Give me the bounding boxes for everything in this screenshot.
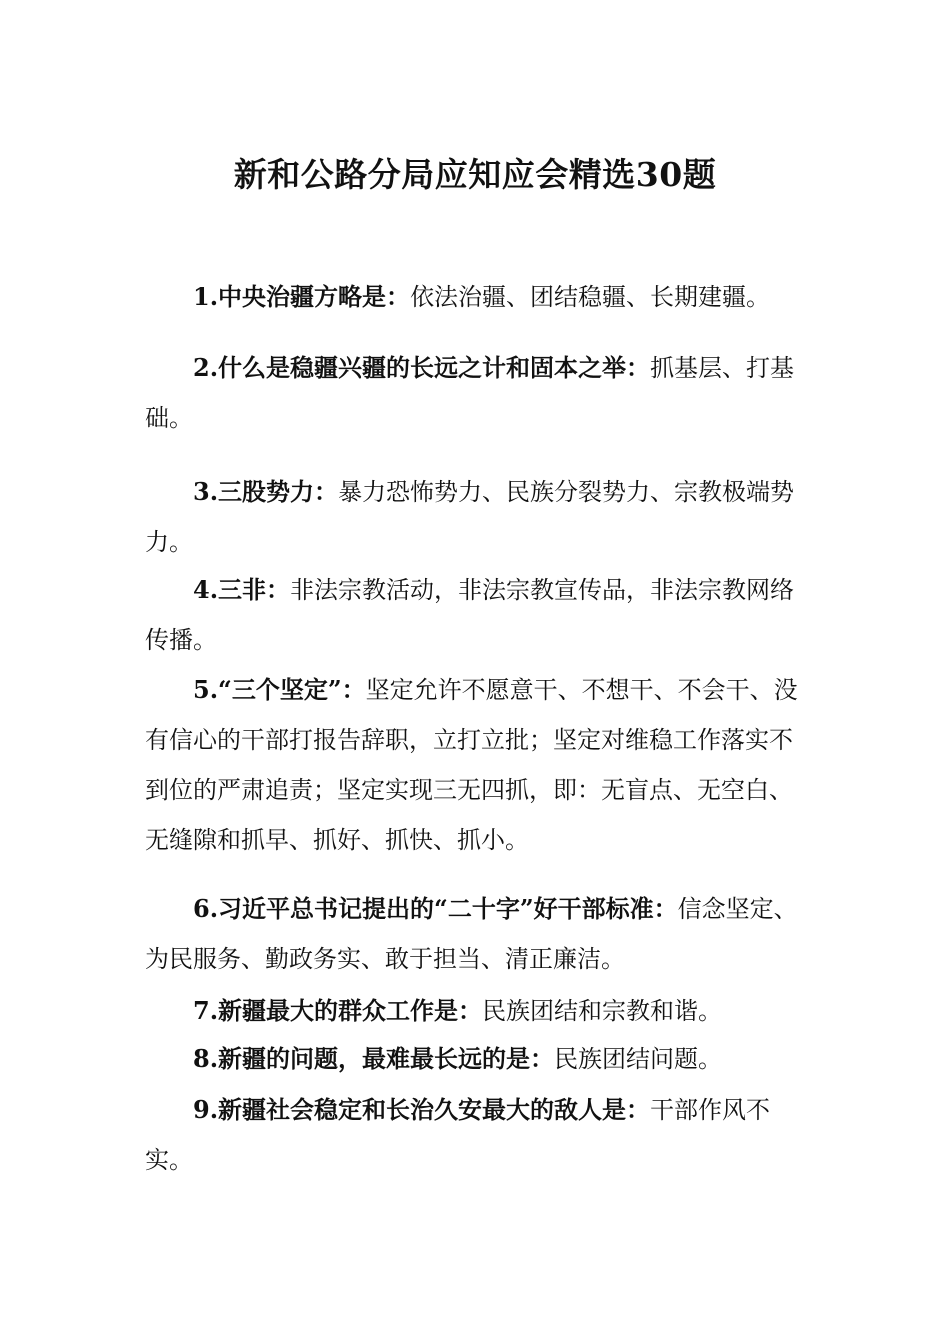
item-question: 8.新疆的问题，最难最长远的是： <box>193 1044 555 1073</box>
list-item <box>145 1085 807 1185</box>
item-answer: 非法宗教活动，非法宗教宣传品，非法宗教网络传播。 <box>145 576 795 654</box>
item-answer: 民族团结和宗教和谐。 <box>482 997 723 1025</box>
item-question: 2.什么是稳疆兴疆的长远之计和固本之举： <box>193 353 651 382</box>
item-question: 4.三非： <box>193 575 291 604</box>
item-question: 1.中央治疆方略是： <box>193 282 411 311</box>
list-item <box>145 272 807 322</box>
item-answer: 抓基层、打基础。 <box>145 354 795 432</box>
item-question: 3.三股势力： <box>193 477 339 506</box>
list-item <box>145 884 807 984</box>
list-item <box>145 565 807 665</box>
item-answer: 坚定允许不愿意干、不想干、不会干、没有信心的干部打报告辞职，立打立批；坚定对维稳工作落实不到位的严肃追责；坚定实现三无四抓，即：无盲点、无空白、无缝隙和抓早、抓好、抓快、抓小。 <box>145 676 798 854</box>
item-question: 6.习近平总书记提出的“二十字”好干部标准： <box>193 894 678 923</box>
item-answer: 暴力恐怖势力、民族分裂势力、宗教极端势力。 <box>145 478 795 556</box>
item-answer: 民族团结问题。 <box>554 1045 723 1073</box>
list-item <box>145 1034 807 1084</box>
list-item <box>145 343 807 443</box>
item-question: 9.新疆社会稳定和长治久安最大的敌人是： <box>193 1095 651 1124</box>
item-answer: 依法治疆、团结稳疆、长期建疆。 <box>410 283 771 311</box>
item-answer: 信念坚定、为民服务、勤政务实、敢于担当、清正廉洁。 <box>145 895 798 973</box>
item-answer: 干部作风不实。 <box>145 1096 771 1174</box>
item-question: 5.“三个坚定”： <box>193 675 366 704</box>
page-title: 新和公路分局应知应会精选30题 <box>233 155 717 194</box>
item-question: 7.新疆最大的群众工作是： <box>193 996 483 1025</box>
list-item <box>145 665 807 865</box>
list-item <box>145 467 807 567</box>
list-item <box>145 986 807 1036</box>
